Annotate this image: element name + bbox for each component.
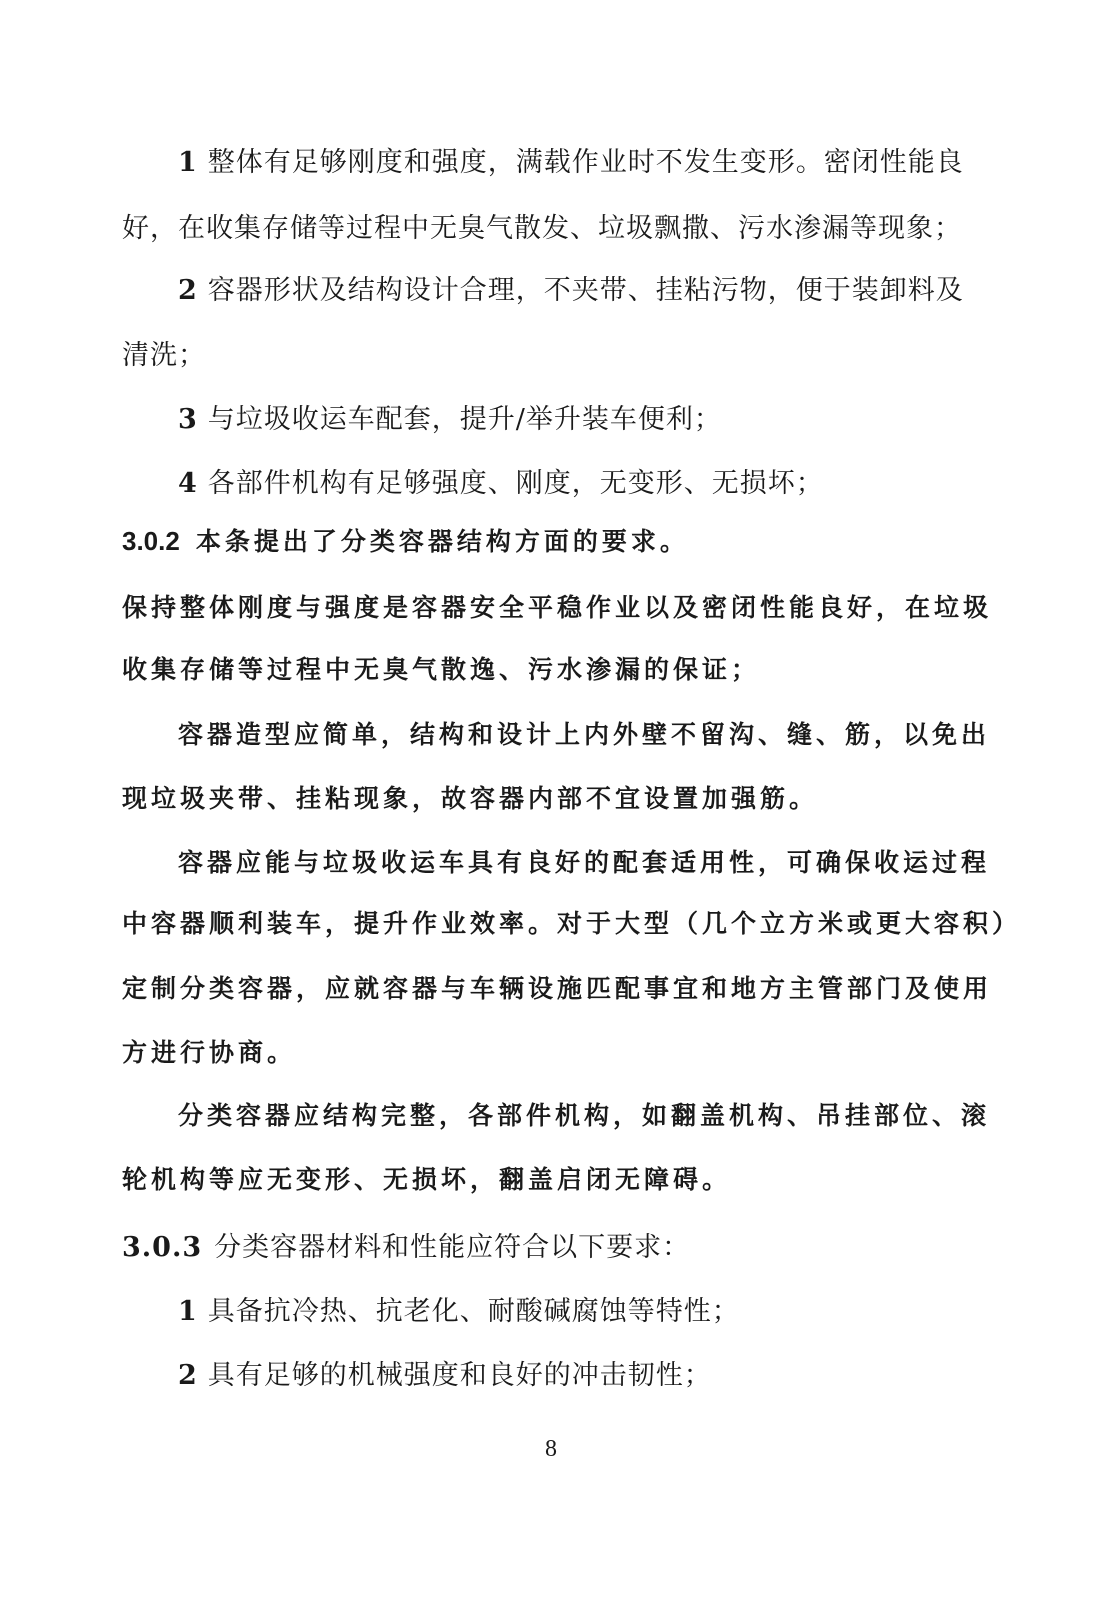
item-1-line-2: 好，在收集存储等过程中无臭气散发、垃圾飘撒、污水渗漏等现象； — [122, 213, 962, 244]
section-number: 3.0.2 — [122, 526, 180, 556]
item-number: 2 — [178, 1360, 198, 1391]
item-1-line-1 — [178, 140, 1058, 179]
item-text: 整体有足够刚度和强度，满载作业时不发生变形。密闭性能良 — [207, 147, 964, 178]
item-2-line-2: 清洗； — [122, 340, 206, 371]
commentary-p3-line-3: 定制分类容器，应就容器与车辆设施匹配事宜和地方主管部门及使用 — [122, 974, 993, 1003]
item-text: 与垃圾收运车配套，提升/举升装车便利； — [207, 404, 722, 435]
item-text: 容器形状及结构设计合理，不夹带、挂粘污物，便于装卸料及 — [207, 275, 964, 306]
commentary-p2-line-2: 现垃圾夹带、挂粘现象，故容器内部不宜设置加强筋。 — [122, 784, 819, 813]
commentary-p3-line-1: 容器应能与垃圾收运车具有良好的配套适用性，可确保收运过程 — [178, 848, 991, 877]
item-text: 具有足够的机械强度和良好的冲击韧性； — [207, 1360, 712, 1391]
commentary-p2-line-1: 容器造型应简单，结构和设计上内外壁不留沟、缝、筋，以免出 — [178, 720, 991, 749]
item-text: 各部件机构有足够强度、刚度，无变形、无损坏； — [207, 468, 824, 499]
section-3-0-3-heading — [122, 1225, 1002, 1264]
commentary-p4-line-1: 分类容器应结构完整，各部件机构，如翻盖机构、吊挂部位、滚 — [178, 1101, 991, 1130]
requirement-item-2 — [178, 1353, 1058, 1392]
item-number: 1 — [178, 1296, 198, 1327]
item-number: 2 — [178, 275, 198, 306]
page-number: 8 — [545, 1436, 557, 1462]
item-number: 4 — [178, 468, 198, 499]
item-3 — [178, 397, 1058, 436]
item-2-line-1 — [178, 268, 1058, 307]
item-number: 3 — [178, 404, 198, 435]
section-title: 分类容器材料和性能应符合以下要求： — [214, 1232, 691, 1263]
section-number: 3.0.3 — [122, 1232, 203, 1263]
item-4 — [178, 461, 1058, 500]
item-text: 具备抗冷热、抗老化、耐酸碱腐蚀等特性； — [207, 1296, 740, 1327]
requirement-item-1 — [178, 1289, 1058, 1328]
commentary-p1-line-1: 保持整体刚度与强度是容器安全平稳作业以及密闭性能良好，在垃圾 — [122, 593, 993, 622]
item-number: 1 — [178, 147, 198, 178]
commentary-p4-line-2: 轮机构等应无变形、无损坏，翻盖启闭无障碍。 — [122, 1165, 732, 1194]
commentary-p3-line-4: 方进行协商。 — [122, 1038, 297, 1067]
commentary-p3-line-2: 中容器顺利装车，提升作业效率。对于大型（几个立方米或更大容积） — [122, 909, 1022, 938]
section-title: 本条提出了分类容器结构方面的要求。 — [195, 527, 689, 556]
section-3-0-2-heading — [122, 522, 1002, 558]
commentary-p1-line-2: 收集存储等过程中无臭气散逸、污水渗漏的保证； — [122, 655, 761, 684]
